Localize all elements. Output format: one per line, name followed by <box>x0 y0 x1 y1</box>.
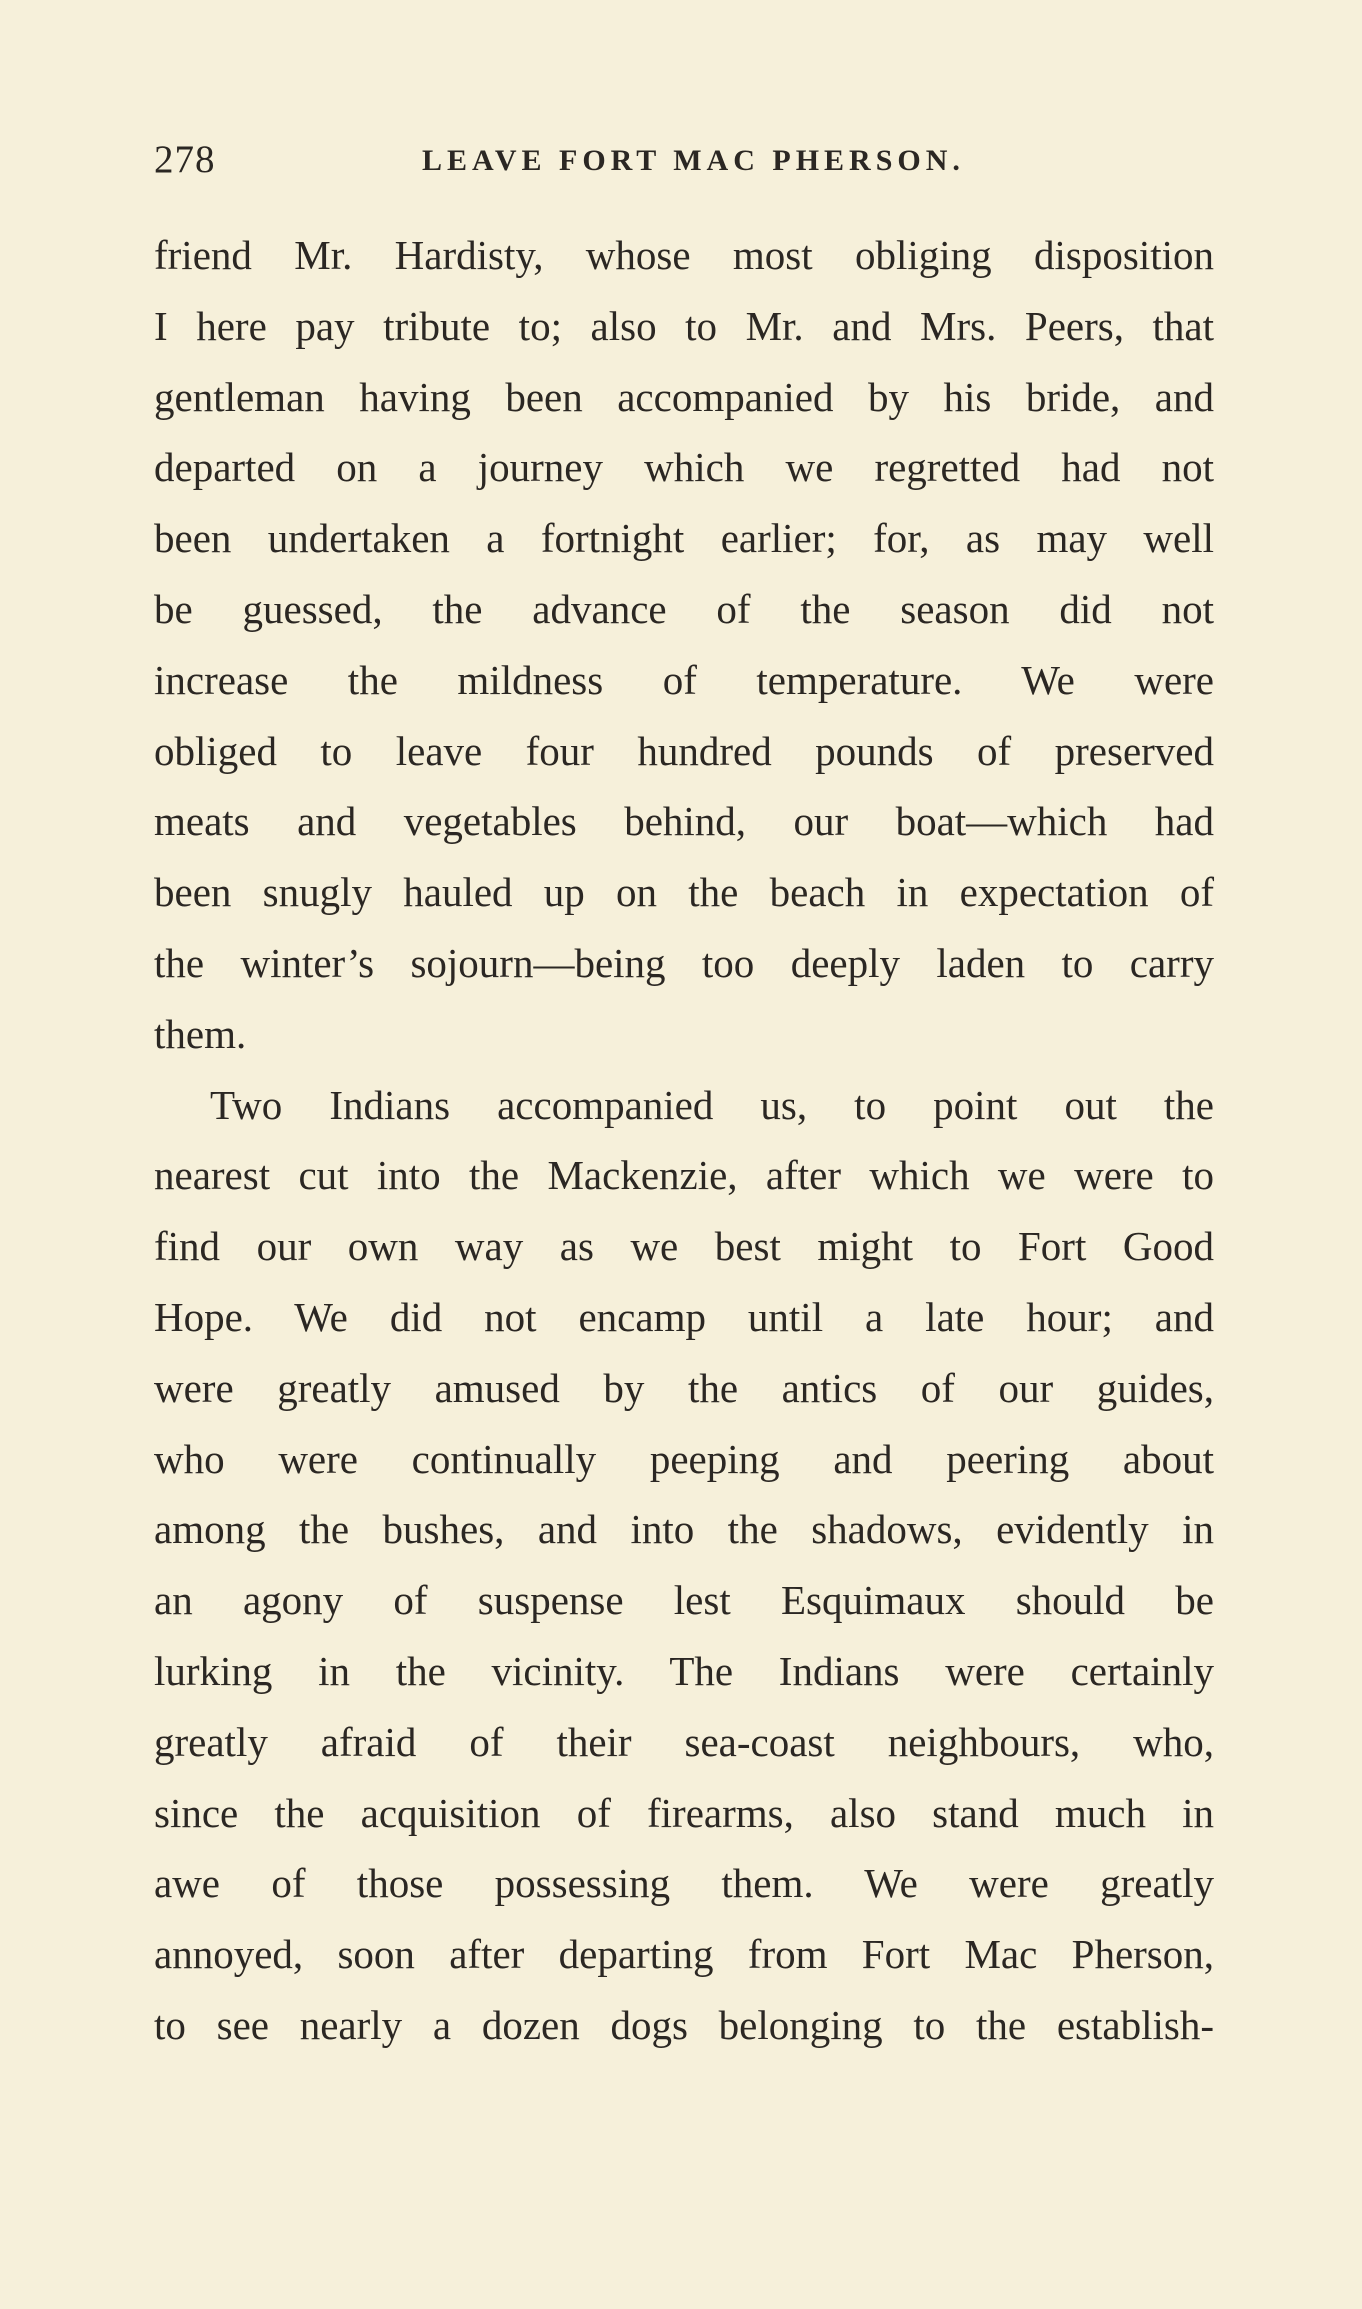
text-line: find our own way as we best might to Fort Good <box>154 1223 1214 1270</box>
text-line: awe of those possessing them. We were greatly <box>154 1860 1214 1907</box>
text-line: annoyed, soon after departing from Fort Mac Pherson, <box>154 1931 1214 1978</box>
text-line: been undertaken a fortnight earlier; for, as may well <box>154 515 1214 562</box>
text-line: lurking in the vicinity. The Indians were certainly <box>154 1647 1214 1694</box>
text-line: obliged to leave four hundred pounds of preserved <box>154 727 1214 774</box>
text-line: since the acquisition of firearms, also stand much in <box>154 1789 1214 1836</box>
text-line: Hope. We did not encamp until a late hour; and <box>154 1293 1214 1340</box>
text-line: them. <box>154 1010 247 1057</box>
text-line: the winter’s sojourn—being too deeply laden to carry <box>154 939 1214 986</box>
text-line: meats and vegetables behind, our boat—which had <box>154 798 1214 845</box>
text-line: been snugly hauled up on the beach in expectation of <box>154 869 1214 916</box>
body-text <box>154 220 1214 2061</box>
text-line: increase the mildness of temperature. We were <box>154 656 1214 703</box>
text-line: were greatly amused by the antics of our guides, <box>154 1364 1214 1411</box>
text-line: to see nearly a dozen dogs belonging to the establish- <box>154 2001 1214 2048</box>
text-line: among the bushes, and into the shadows, evidently in <box>154 1506 1214 1553</box>
page-header <box>154 138 1214 182</box>
text-line: who were continually peeping and peering about <box>154 1435 1214 1482</box>
text-line: gentleman having been accompanied by his bride, and <box>154 373 1214 420</box>
running-head: LEAVE FORT MAC PHERSON. <box>422 144 965 177</box>
text-line: nearest cut into the Mackenzie, after which we were to <box>154 1152 1214 1199</box>
page-number: 278 <box>154 138 216 181</box>
text-line: departed on a journey which we regretted had not <box>154 444 1214 491</box>
text-line: greatly afraid of their sea-coast neighbours, who, <box>154 1718 1214 1765</box>
text-line: be guessed, the advance of the season did not <box>154 585 1214 632</box>
text-line: an agony of suspense lest Esquimaux should be <box>154 1577 1214 1624</box>
text-line: friend Mr. Hardisty, whose most obliging disposition <box>154 232 1214 278</box>
text-line: Two Indians accompanied us, to point out the <box>210 1081 1214 1128</box>
text-line: I here pay tribute to; also to Mr. and Mrs. Peers, that <box>154 302 1214 349</box>
